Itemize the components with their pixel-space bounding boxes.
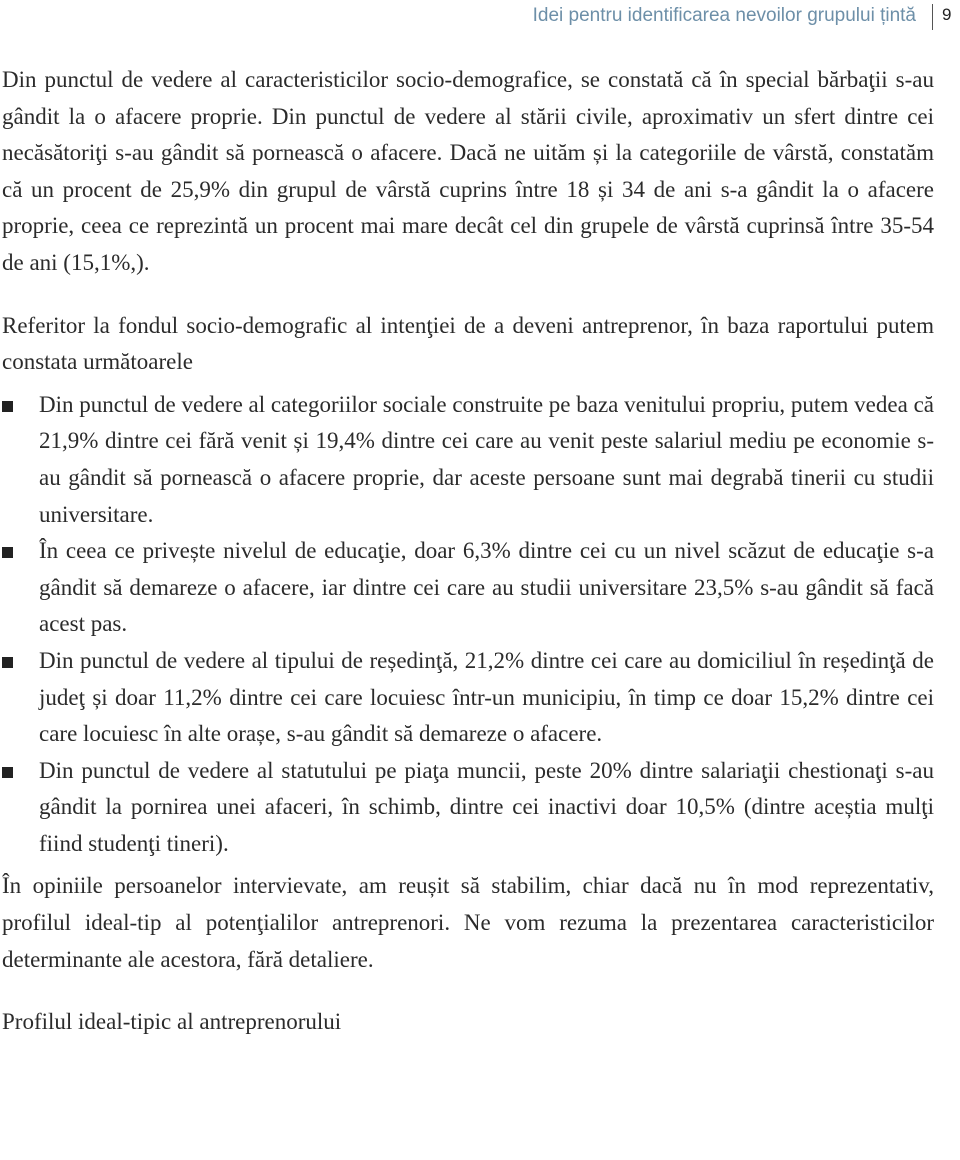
bullet-item-employment (2, 753, 934, 863)
square-bullet-icon (2, 767, 13, 778)
paragraph-interviews: În opiniile persoanelor intervievate, am reușit să stabilim, chiar dacă nu în mod reprezentativ, profilul ideal-tip al potenţialilor antreprenori. Ne vom rezuma la prezentarea caracteristicilor determinante ale acestora, fără detaliere. (2, 873, 934, 972)
bullet-text: În ceea ce privește nivelul de educaţie, doar 6,3% dintre cei cu un nivel scăzut de educaţie s-a gândit să demareze o afacere, iar dintre cei care au studii universitare 23,5% s-au gândit să facă acest pas. (39, 538, 934, 637)
paragraph-demographics: Din punctul de vedere al caracteristicilor socio-demografice, se constată că în special bărbaţii s-au gândit la o afacere proprie. Din punctul de vedere al stării civile, aproximativ un sfert dintre cei necăsătoriţi s-au gândit să pornească o afacere. Dacă ne uităm și la categoriile de vârstă, constatăm că un procent de 25,9% din grupul de vârstă cuprins între 18 și 34 de ani s-a gândit la o afacere proprie, ceea ce reprezintă un procent mai mare decât cel din grupele de vârstă cuprinsă între 35-54 de ani (15,1%,). (2, 67, 934, 275)
header-divider (932, 4, 933, 30)
bullet-list (2, 387, 934, 863)
section-subheading: Profilul ideal-tipic al antreprenorului (2, 1009, 342, 1035)
bullet-text: Din punctul de vedere al statutului pe piaţa muncii, peste 20% dintre salariaţii chestionaţi s-au gândit la pornirea unei afaceri, în schimb, dintre cei inactivi doar 10,5% (dintre aceștia mulţi fiind studenţi tineri). (39, 757, 934, 856)
body-text (2, 62, 934, 1041)
bullet-item-income (2, 387, 934, 533)
bullet-text: Din punctul de vedere al categoriilor sociale construite pe baza venitului propriu, putem vedea că 21,9% dintre cei fără venit și 19,4% dintre cei care au venit peste salariul mediu pe economie s-au gândit să pornească o afacere proprie, dar aceste persoane sunt mai degrabă tinerii cu studii universitare. (39, 391, 934, 527)
page-number: 9 (942, 5, 952, 24)
square-bullet-icon (2, 401, 13, 412)
bullet-item-education (2, 533, 934, 643)
paragraph-intro-list: Referitor la fondul socio-demografic al intenţiei de a deveni antreprenor, în baza raportului putem constata următoarele (2, 312, 934, 375)
bullet-text: Din punctul de vedere al tipului de reședinţă, 21,2% dintre cei care au domiciliul în reședinţă de judeţ și doar 11,2% dintre cei care locuiesc într-un municipiu, în timp ce doar 15,2% dintre cei care locuiesc în alte orașe, s-au gândit să demareze o afacere. (39, 647, 934, 747)
running-header (0, 0, 960, 34)
square-bullet-icon (2, 547, 13, 558)
bullet-item-residence (2, 643, 934, 753)
header-title: Idei pentru identificarea nevoilor grupului țintă (532, 5, 916, 26)
square-bullet-icon (2, 657, 13, 668)
